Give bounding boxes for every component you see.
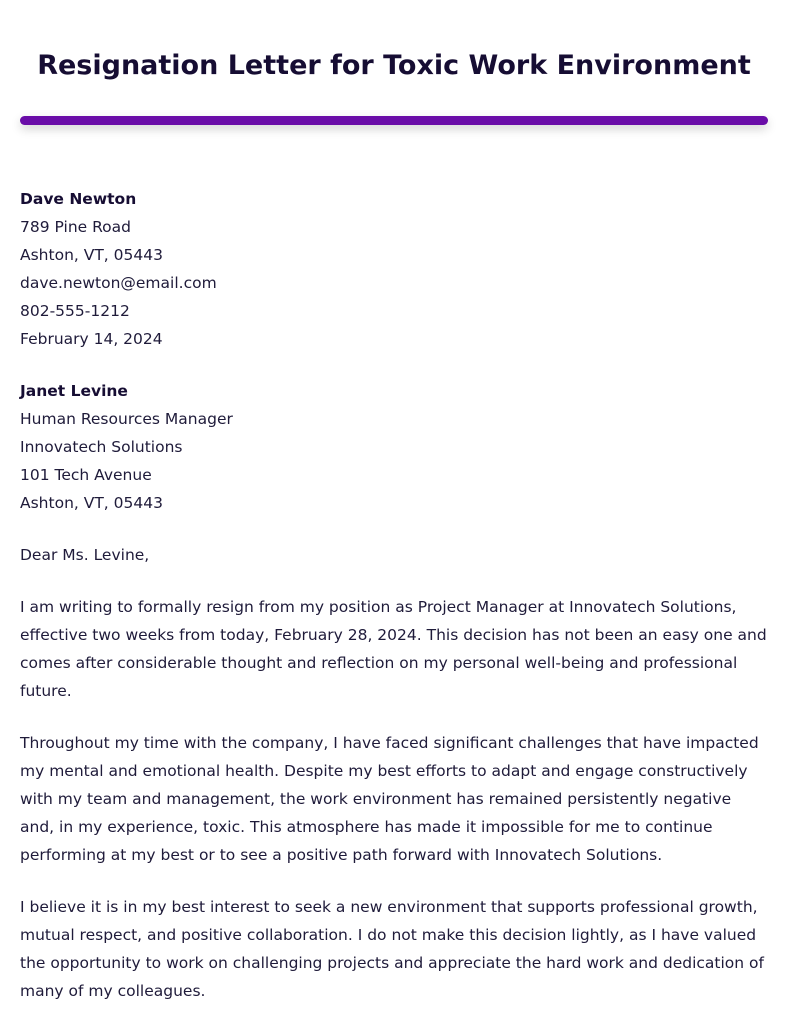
recipient-street: 101 Tech Avenue [20,466,152,484]
title-divider [20,116,768,125]
recipient-block [20,377,768,517]
letter-content [20,185,768,1029]
sender-block [20,185,768,353]
sender-email: dave.newton@email.com [20,274,217,292]
page-title: Resignation Letter for Toxic Work Environment [37,50,751,81]
sender-street: 789 Pine Road [20,218,132,236]
body-paragraph: I believe it is in my best interest to seek a new environment that supports professional growth, mutual respect, and positive collaboration. I do not make this decision lightly, as I have valued the opportunity to work on challenging projects and appreciate the hard work and dedication of many of my colleagues. [20,898,764,1000]
letter-date: February 14, 2024 [20,330,163,348]
recipient-city: Ashton, VT, 05443 [20,494,163,512]
body-paragraph: Throughout my time with the company, I have faced significant challenges that have impacted my mental and emotional health. Despite my best efforts to adapt and engage constructively with my team and management, the work environment has remained persistently negative and, in my experience, toxic. This atmosphere has made it impossible for me to continue performing at my best or to see a positive path forward with Innovatech Solutions. [20,734,759,864]
body-paragraph: I am writing to formally resign from my position as Project Manager at Innovatech Solutions, effective two weeks from today, February 28, 2024. This decision has not been an easy one and comes after considerable thought and reflection on my personal well-being and professional future. [20,598,767,700]
recipient-company: Innovatech Solutions [20,438,183,456]
sender-phone: 802-555-1212 [20,302,130,320]
recipient-name: Janet Levine [20,382,128,400]
salutation: Dear Ms. Levine, [20,546,150,564]
sender-city: Ashton, VT, 05443 [20,246,163,264]
recipient-title: Human Resources Manager [20,410,233,428]
sender-name: Dave Newton [20,190,137,208]
